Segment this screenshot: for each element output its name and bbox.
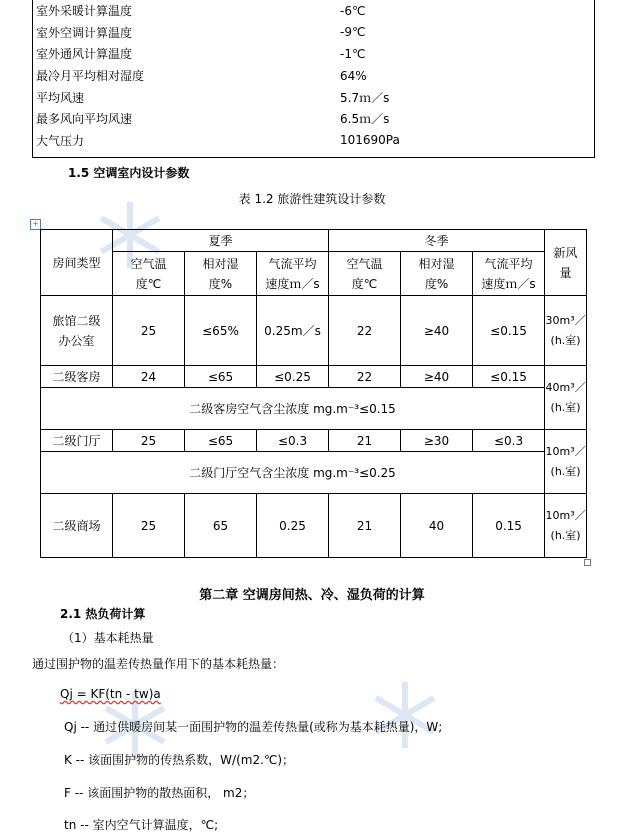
outdoor-param-row xyxy=(32,65,595,87)
intro-paragraph: 通过围护物的温差传热量作用下的基本耗热量： xyxy=(32,657,285,671)
design-params-table xyxy=(40,229,587,558)
value-cell: 24 xyxy=(113,366,185,388)
value-cell: ≤0.15 xyxy=(473,366,545,388)
outdoor-param-row xyxy=(32,86,595,108)
dust-concentration-room: 二级客房空气含尘浓度 mg.m⁻³≤0.15 xyxy=(41,388,545,430)
header-winter: 冬季 xyxy=(329,230,545,252)
value-cell: 0.25 xyxy=(257,494,329,558)
value-cell: ≤65 xyxy=(185,366,257,388)
value-cell: 25 xyxy=(113,430,185,452)
header-fresh-air: 新风量 xyxy=(545,230,587,296)
room-name-cell: 二级门厅 xyxy=(41,430,113,452)
value-cell: ≤0.25 xyxy=(257,366,329,388)
value-cell: 21 xyxy=(329,430,401,452)
value-cell: 22 xyxy=(329,296,401,366)
value-cell: ≤0.3 xyxy=(257,430,329,452)
outdoor-param-row xyxy=(32,43,595,65)
param-label: 平均风速 xyxy=(36,90,85,105)
value-cell: 0.25m／s xyxy=(257,296,329,366)
sub-header-cell: 相对湿度% xyxy=(185,252,257,296)
param-value: -6℃ xyxy=(340,3,366,18)
value-cell: ≤0.15 xyxy=(473,296,545,366)
table-resize-handle[interactable] xyxy=(584,559,591,566)
sub-header-cell: 气流平均速度ｍ／s xyxy=(473,252,545,296)
param-value: 5.7ｍ／s xyxy=(340,90,390,105)
fresh-air-cell: 10m³／(h.室) xyxy=(545,494,587,558)
value-cell: 40 xyxy=(401,494,473,558)
param-label: 室外采暖计算温度 xyxy=(36,4,133,19)
value-cell: 25 xyxy=(113,494,185,558)
definition-tn: tn -- 室内空气计算温度，℃; xyxy=(64,818,219,832)
section-heading-2-1: 2.1 热负荷计算 xyxy=(60,607,146,621)
value-cell: 65 xyxy=(185,494,257,558)
section-heading-1-5: 1.5 空调室内设计参数 xyxy=(68,166,190,180)
outdoor-param-row xyxy=(32,22,595,44)
value-cell: 0.15 xyxy=(473,494,545,558)
param-value: 101690Pa xyxy=(340,133,400,148)
value-cell: ≥40 xyxy=(401,366,473,388)
value-cell: ≥40 xyxy=(401,296,473,366)
definition-qj: Qj -- 通过供暖房间某一面围护物的温差传热量(或称为基本耗热量)，W; xyxy=(64,720,443,734)
dust-concentration-hall: 二级门厅空气含尘浓度 mg.m⁻³≤0.25 xyxy=(41,452,545,494)
outdoor-param-row xyxy=(32,0,595,22)
fresh-air-cell: 10m³／(h.室) xyxy=(545,430,587,494)
fresh-air-cell: 40m³／(h.室) xyxy=(545,366,587,430)
param-value: -9℃ xyxy=(340,25,366,40)
param-label: 最多风向平均风速 xyxy=(36,112,133,127)
value-cell: 25 xyxy=(113,296,185,366)
param-value: 64% xyxy=(340,68,367,83)
value-cell: ≤65 xyxy=(185,430,257,452)
sub-header-cell: 空气温度℃ xyxy=(113,252,185,296)
item-heading: （1）基本耗热量 xyxy=(62,631,154,645)
param-label: 室外空调计算温度 xyxy=(36,25,133,40)
outdoor-param-row xyxy=(32,130,595,152)
value-cell: 22 xyxy=(329,366,401,388)
room-name-cell: 二级商场 xyxy=(41,494,113,558)
sub-header-cell: 相对湿度% xyxy=(401,252,473,296)
room-name-cell: 二级客房 xyxy=(41,366,113,388)
snowflake-watermark-icon xyxy=(370,680,440,750)
param-label: 最冷月平均相对湿度 xyxy=(36,69,145,84)
outdoor-param-row xyxy=(32,108,595,130)
param-label: 室外通风计算温度 xyxy=(36,47,133,62)
room-name-cell: 旅馆二级办公室 xyxy=(41,296,113,366)
header-room-type: 房间类型 xyxy=(41,230,113,296)
table-move-handle-icon[interactable]: + xyxy=(30,219,41,230)
formula: Qj = KF(tn - tw)a xyxy=(60,687,161,701)
definition-k: K -- 该面围护物的传热系数，W/(m2.℃)； xyxy=(64,753,295,767)
param-label: 大气压力 xyxy=(36,133,85,148)
fresh-air-cell: 30m³／(h.室) xyxy=(545,296,587,366)
value-cell: ≥30 xyxy=(401,430,473,452)
table-caption: 表 1.2 旅游性建筑设计参数 xyxy=(238,192,386,206)
outdoor-params-table xyxy=(32,0,595,151)
param-value: -1℃ xyxy=(340,46,366,61)
definition-f: F -- 该面围护物的散热面积， m2； xyxy=(64,786,255,800)
value-cell: ≤0.3 xyxy=(473,430,545,452)
value-cell: ≤65% xyxy=(185,296,257,366)
value-cell: 21 xyxy=(329,494,401,558)
header-summer: 夏季 xyxy=(113,230,329,252)
param-value: 6.5ｍ／s xyxy=(340,112,390,127)
sub-header-cell: 空气温度℃ xyxy=(329,252,401,296)
sub-header-cell: 气流平均速度ｍ／s xyxy=(257,252,329,296)
chapter-title: 第二章 空调房间热、冷、湿负荷的计算 xyxy=(199,588,425,603)
